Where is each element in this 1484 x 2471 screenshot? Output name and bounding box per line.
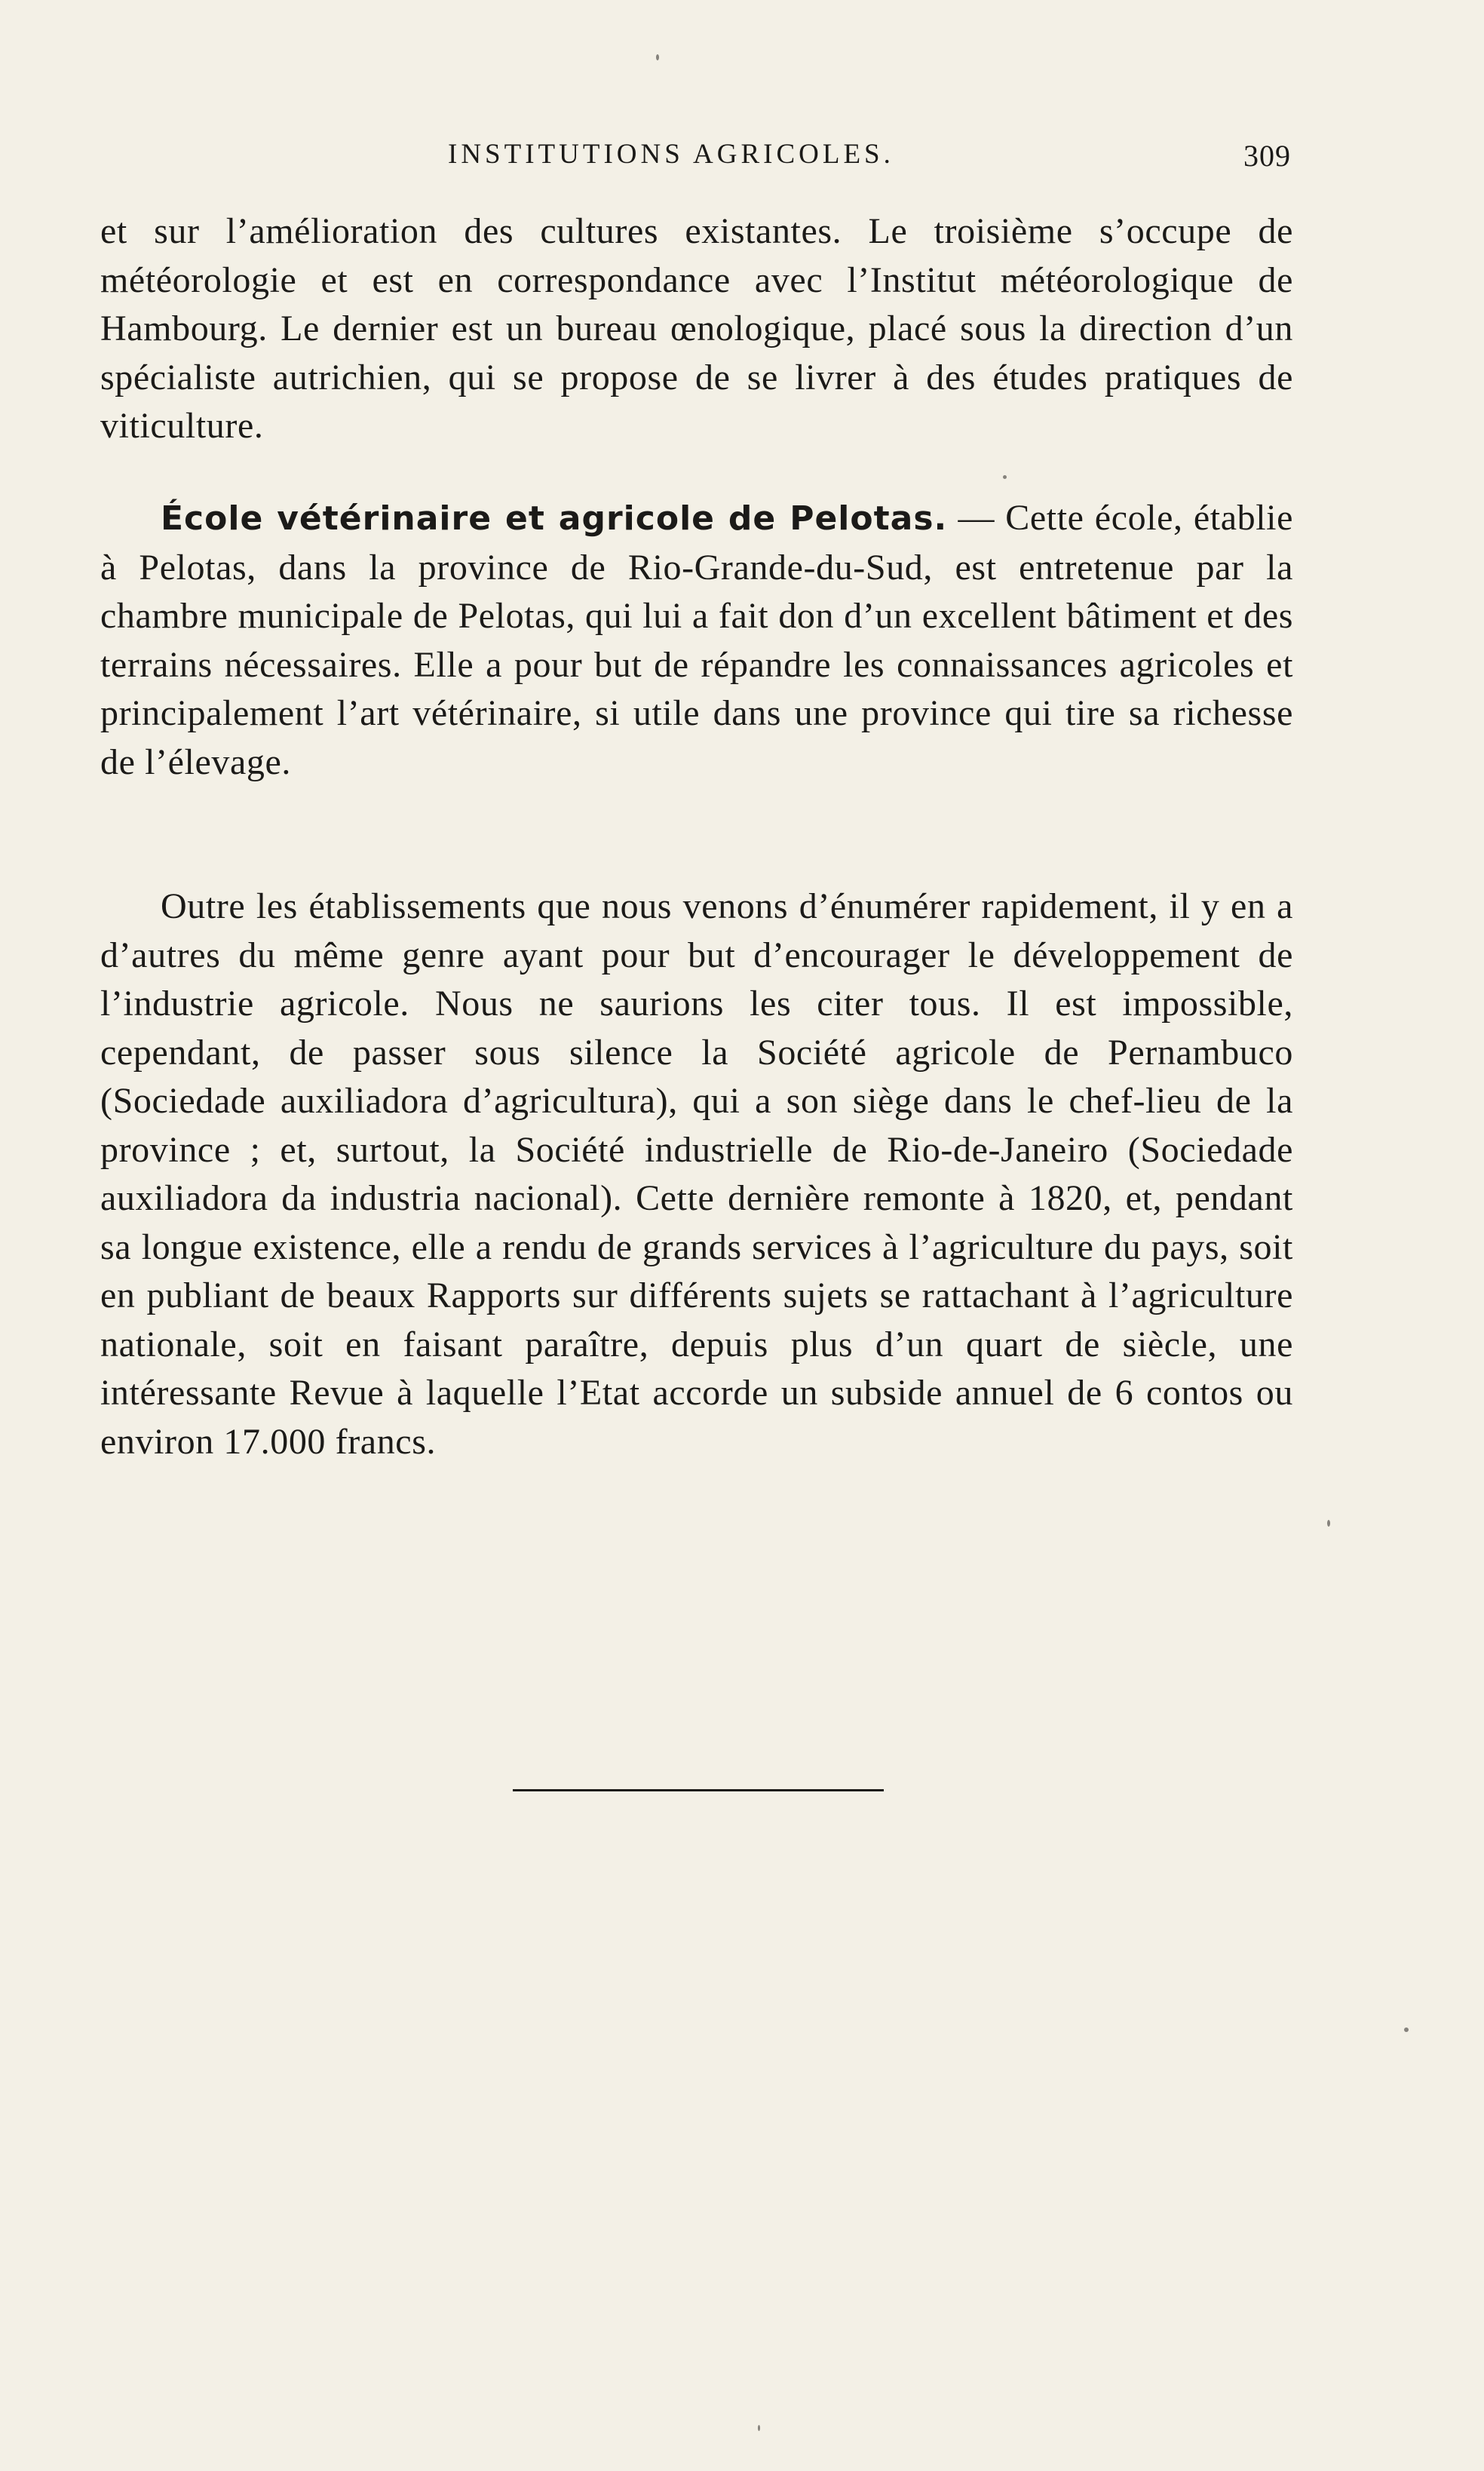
running-title: INSTITUTIONS AGRICOLES. xyxy=(448,139,894,170)
paragraph-text: Outre les établissements que nous venons d’énumérer rapidement, il y en a d’autres du même genre ayant pour but d’encourager le développement de l’industrie agricole. Nous ne saurions les citer tous. Il est impossible, cependant, de passer sous silence la Société agricole de Pernambuco (Sociedade auxiliadora d’agricultura), qui a son siège dans le chef-lieu de la province ; et, surtout, la Société industrielle de Rio-de-Janeiro (Sociedade auxiliadora da industria nacional). Cette dernière remonte à 1820, et, pendant sa longue existence, elle a rendu de grands services à l’agriculture du pays, soit en publiant de beaux Rapports sur différents sujets se rattachant à l’agriculture nationale, soit en faisant paraître, depuis plus d’un quart de siècle, une intéressante Revue à laquelle l’Etat accorde un subside annuel de 6 contos ou environ 17.000 francs. xyxy=(100,886,1293,1462)
paragraph-ecole-pelotas xyxy=(100,494,1293,787)
paragraph-text: — Cette école, établie à Pelotas, dans la province de Rio-Grande-du-Sud, est entretenue par la chambre municipale de Pelotas, qui lui a fait don d’un excellent bâtiment et des terrains nécessaires. Elle a pour but de répandre les connaissances agricoles et principalement l’art vétérinaire, si utile dans une province qui tire sa richesse de l’élevage. xyxy=(100,498,1293,782)
page-number: 309 xyxy=(1243,139,1291,173)
paper-speck xyxy=(1003,475,1007,479)
paper-speck xyxy=(1404,2027,1409,2032)
paragraph-continuation xyxy=(100,207,1293,451)
paper-speck xyxy=(1327,1520,1330,1527)
paragraph-body xyxy=(100,494,1293,787)
paragraph-text: et sur l’amélioration des cultures existantes. Le troisième s’occupe de météorologie et est en correspondance avec l’Institut météorologique de Hambourg. Le dernier est un bureau œnologique, placé sous la direction d’un spécialiste autrichien, qui se propose de se livrer à des études pratiques de viticulture. xyxy=(100,211,1293,446)
paragraph-other-establishments xyxy=(100,882,1293,1466)
section-end-rule xyxy=(513,1789,884,1791)
section-heading: École vétérinaire et agricole de Pelotas. xyxy=(161,499,948,538)
paper-speck xyxy=(758,2425,760,2431)
running-header xyxy=(448,138,1291,180)
paper-speck xyxy=(656,54,659,60)
